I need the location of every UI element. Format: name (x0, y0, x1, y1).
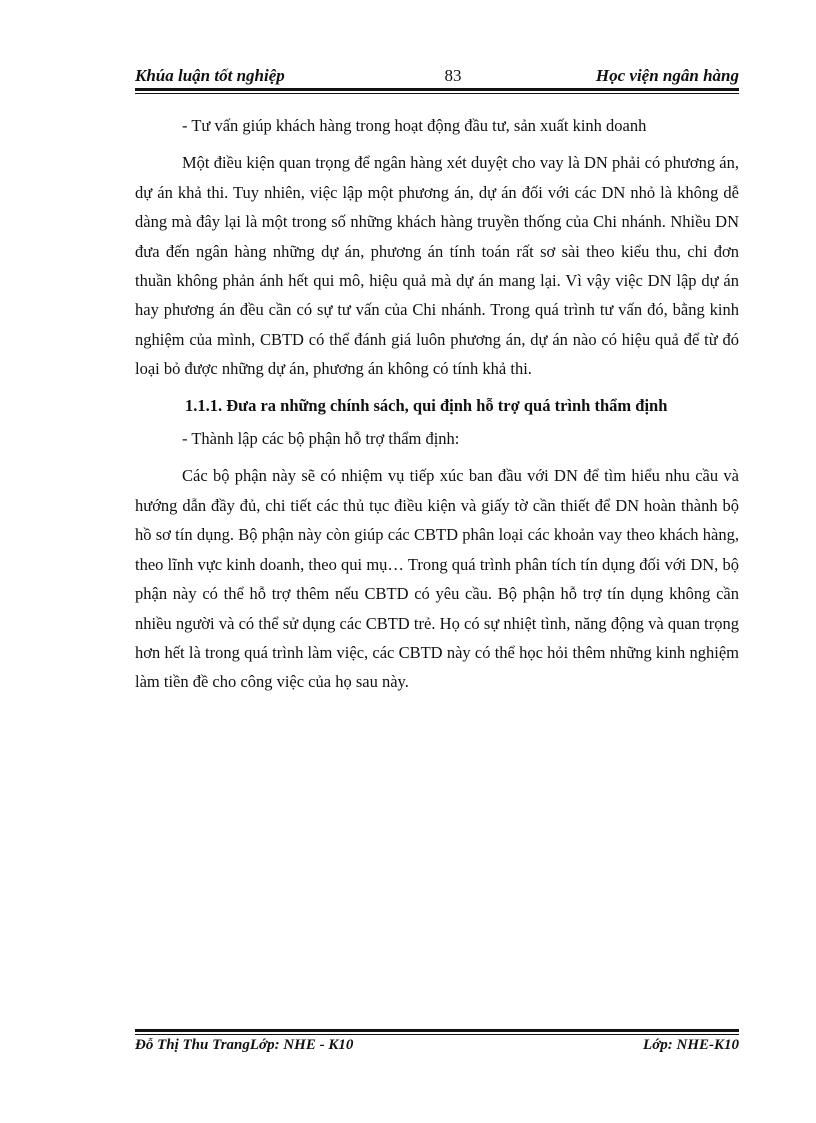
page-footer (135, 1037, 739, 1057)
bullet-consulting: - Tư vấn giúp khách hàng trong hoạt động đầu tư, sản xuất kinh doanh (182, 116, 647, 135)
page-header (135, 66, 739, 88)
page-body (135, 111, 739, 697)
footer-rule-thick (135, 1029, 739, 1032)
bullet-support-units: - Thành lập các bộ phận hỗ trợ thẩm định: (182, 429, 460, 449)
footer-rule-thin (135, 1034, 739, 1035)
section-heading: 1.1.1. Đưa ra những chính sách, qui định hỗ trợ quá trình thẩm định (185, 395, 668, 415)
paragraph-feasibility: Một điều kiện quan trọng để ngân hàng xét duyệt cho vay là DN phải có phương án, dự án khả thi. Tuy nhiên, việc lập một phương án, dự án đối với các DN nhỏ là không dễ dàng mà đây lại là một trong số những khách hàng truyền thống của Chi nhánh. Nhiều DN đưa đến ngân hàng những dự án, phương án tính toán rất sơ sài theo kiểu thu, chi đơn thuần không phản ánh hết qui mô, hiệu quả mà dự án mang lại. Vì vậy việc DN lập dự án hay phương án đều cần có sự tư vấn của Chi nhánh. Trong quá trình tư vấn đó, bằng kinh nghiệm của mình, CBTD có thể đánh giá luôn phương án, dự án nào có hiệu quả để từ đó loại bỏ được những dự án, phương án không có tính khả thi. (135, 153, 739, 379)
header-thesis-title: Khúa luận tốt nghiệp (135, 66, 285, 85)
header-institution: Học viện ngân hàng (595, 66, 739, 85)
footer-author: Đỗ Thị Thu TrangLớp: NHE - K10 (135, 1037, 354, 1053)
header-rule-thick (135, 88, 739, 91)
paragraph-support-units: Các bộ phận này sẽ có nhiệm vụ tiếp xúc ban đầu với DN để tìm hiểu nhu cầu và hướng dẫn đầy đủ, chi tiết các thủ tục điều kiện và giấy tờ cần thiết để DN hoàn thành bộ hồ sơ tín dụng. Bộ phận này còn giúp các CBTD phân loại các khoản vay theo khách hàng, theo lĩnh vực kinh doanh, theo qui mụ… Trong quá trình phân tích tín dụng đối với DN, bộ phận này có thể hỗ trợ thêm nếu CBTD có yêu cầu. Bộ phận hỗ trợ tín dụng không cần nhiều người và có thể sử dụng các CBTD trẻ. Họ có sự nhiệt tình, năng động và quan trọng hơn hết là trong quá trình làm việc, các CBTD này có thể học hỏi thêm những kinh nghiệm làm tiền đề cho công việc của họ sau này. (135, 466, 739, 692)
page-number: 83 (444, 66, 462, 85)
footer-class: Lớp: NHE-K10 (643, 1037, 739, 1053)
header-rule-thin (135, 93, 739, 94)
